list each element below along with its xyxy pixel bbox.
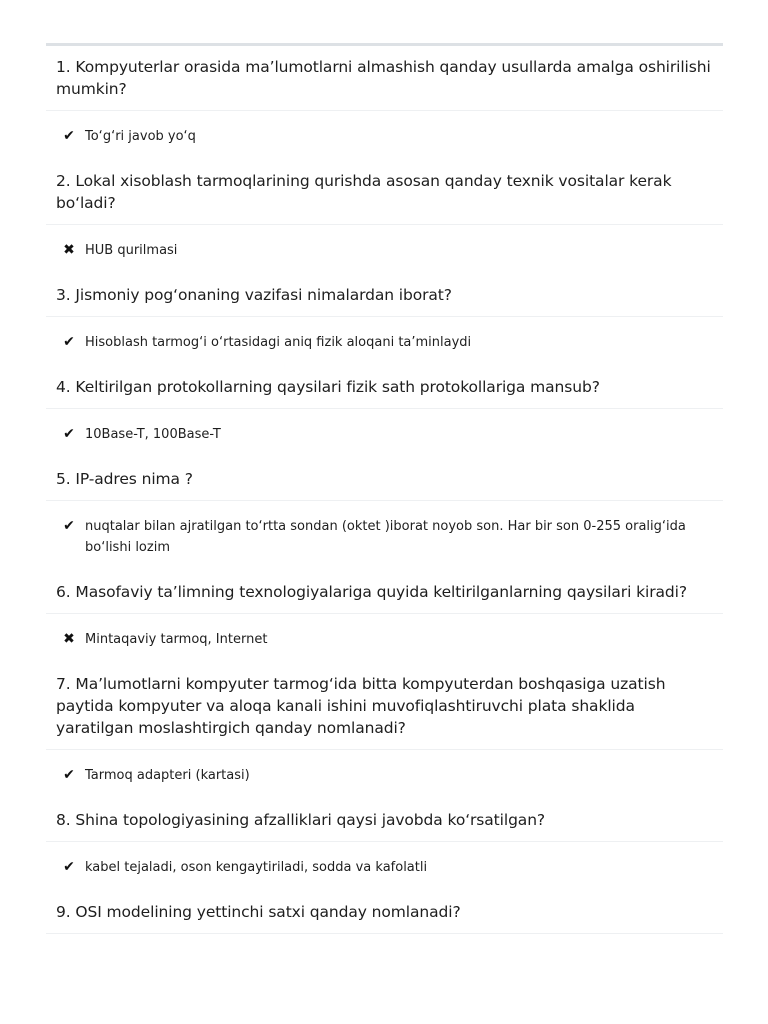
check-icon: ✔ xyxy=(63,128,75,144)
question-text: 3. Jismoniy pog‘onaning vazifasi nimalardan iborat? xyxy=(46,274,723,317)
answer-row xyxy=(46,409,723,458)
answer-text: HUB qurilmasi xyxy=(85,243,178,258)
answer-text: kabel tejaladi, oson kengaytiriladi, sodda va kafolatli xyxy=(85,860,428,875)
question-text: 9. OSI modelining yettinchi satxi qanday nomlanadi? xyxy=(46,891,723,934)
answer-text: Tarmoq adapteri (kartasi) xyxy=(85,768,250,783)
question-text: 2. Lokal xisoblash tarmoqlarining qurishda asosan qanday texnik vositalar kerak bo‘ladi? xyxy=(46,160,723,225)
question-list xyxy=(46,43,723,934)
check-icon: ✔ xyxy=(63,767,75,783)
question-text: 8. Shina topologiyasining afzalliklari qaysi javobda ko‘rsatilgan? xyxy=(46,799,723,842)
question-block xyxy=(46,160,723,274)
question-block xyxy=(46,46,723,160)
answer-row xyxy=(46,317,723,366)
cross-icon: ✖ xyxy=(63,242,75,258)
check-icon: ✔ xyxy=(63,426,75,442)
answer-row xyxy=(46,225,723,274)
question-block xyxy=(46,891,723,934)
check-icon: ✔ xyxy=(63,518,75,534)
question-block xyxy=(46,799,723,891)
answer-row xyxy=(46,501,723,571)
answer-text: To‘g‘ri javob yo‘q xyxy=(85,129,196,144)
check-icon: ✔ xyxy=(63,859,75,875)
question-block xyxy=(46,366,723,458)
question-block xyxy=(46,571,723,663)
answer-row xyxy=(46,842,723,891)
answer-text: 10Base-T, 100Base-T xyxy=(85,427,221,442)
question-text: 4. Keltirilgan protokollarning qaysilari fizik sath protokollariga mansub? xyxy=(46,366,723,409)
question-text: 1. Kompyuterlar orasida ma’lumotlarni almashish qanday usullarda amalga oshirilishi mumkin? xyxy=(46,46,723,111)
answer-row xyxy=(46,750,723,799)
question-text: 6. Masofaviy ta’limning texnologiyalariga quyida keltirilganlarning qaysilari kiradi? xyxy=(46,571,723,614)
answer-text: Hisoblash tarmog‘i o‘rtasidagi aniq fizik aloqani ta’minlaydi xyxy=(85,335,472,350)
answer-row xyxy=(46,614,723,663)
answer-text: Mintaqaviy tarmoq, Internet xyxy=(85,632,268,647)
check-icon: ✔ xyxy=(63,334,75,350)
answer-text: nuqtalar bilan ajratilgan to‘rtta sondan (oktet )iborat noyob son. Har bir son 0-255 oralig‘ida bo‘lishi lozim xyxy=(85,519,686,555)
question-block xyxy=(46,663,723,799)
question-text: 5. IP-adres nima ? xyxy=(46,458,723,501)
question-text: 7. Ma’lumotlarni kompyuter tarmog‘ida bitta kompyuterdan boshqasiga uzatish paytida kompyuter va aloqa kanali ishini muvofiqlashtiruvchi plata shaklida yaratilgan moslashtirgich qanday nomlanadi? xyxy=(46,663,723,750)
question-block xyxy=(46,458,723,571)
cross-icon: ✖ xyxy=(63,631,75,647)
question-block xyxy=(46,274,723,366)
answer-row xyxy=(46,111,723,160)
